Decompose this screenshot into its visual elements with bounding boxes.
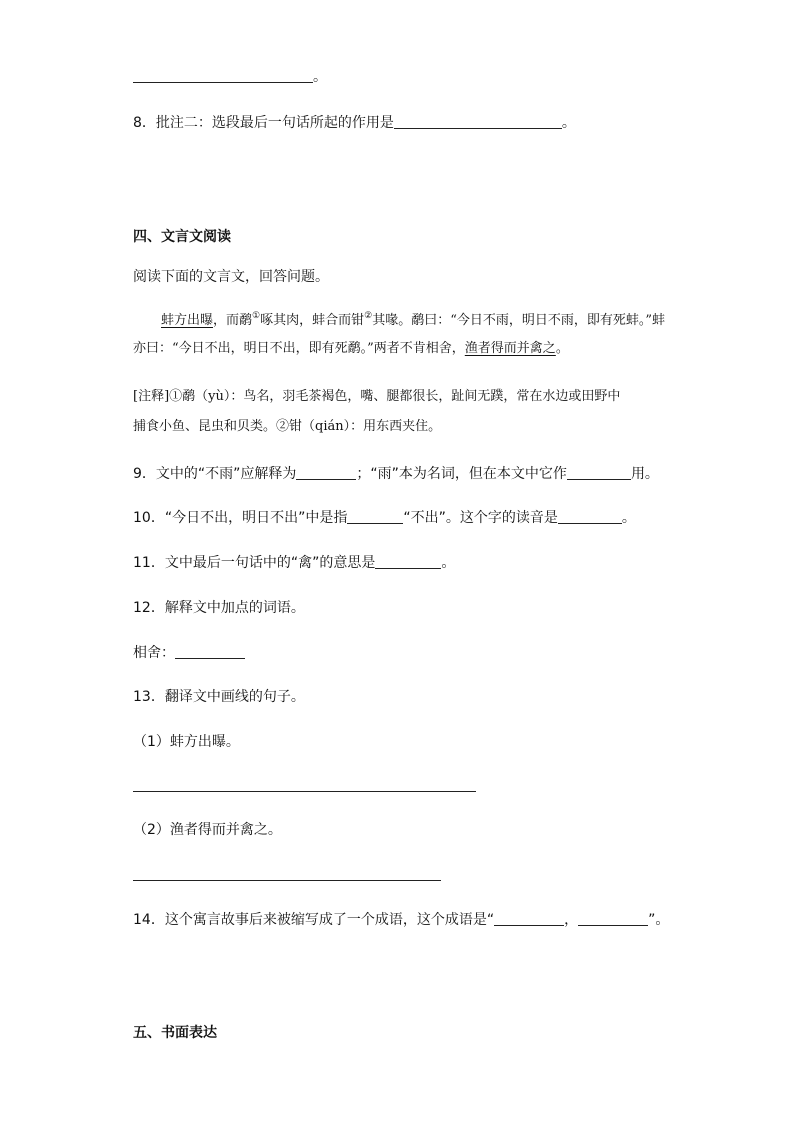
question-13-part-2: （2）渔者得而并禽之。 <box>133 822 282 838</box>
section-4-title: 四、文言文阅读 <box>133 229 231 245</box>
footnote-marker-1: ① <box>252 311 261 321</box>
question-8-text: 8．批注二：选段最后一句话所起的作用是 <box>133 115 394 131</box>
question-11-blank[interactable] <box>375 554 441 569</box>
question-12-blank[interactable] <box>175 644 245 659</box>
question-12-item: 相舍： <box>133 644 245 662</box>
question-13: 13．翻译文中画线的句子。 <box>133 689 305 705</box>
question-13-part-1-answer-line[interactable] <box>133 791 476 792</box>
question-10: 10．“今日不出，明日不出”中是指 “不出”。这个字的读音是 。 <box>133 510 636 526</box>
question-8: 8．批注二：选段最后一句话所起的作用是 。 <box>133 115 576 131</box>
footnote-marker-2: ② <box>364 311 373 321</box>
underlined-sentence-2: 渔者得而并禽之 <box>464 341 556 356</box>
question-12: 12．解释文中加点的词语。 <box>133 600 305 616</box>
answer-line-continuation: 。 <box>133 68 327 86</box>
question-8-blank[interactable] <box>394 114 562 129</box>
question-11: 11．文中最后一句话中的“禽”的意思是 。 <box>133 555 456 571</box>
section-5-title: 五、书面表达 <box>133 1025 217 1041</box>
annotation-line-1: [注释]①鹬（yù）：鸟名，羽毛茶褐色，嘴、腿都很长，趾间无蹼，常在水边或田野中 <box>133 389 621 404</box>
question-10-blank-2[interactable] <box>558 509 622 524</box>
classical-passage: 蚌方出曝，而鹬①啄其肉，蚌合而钳②其喙。鹬曰：“今日不雨，明日不雨，即有死蚌。”蚌亦曰：“今日不出，明日不出，即有死鹬。”两者不肯相舍，渔者得而并禽之。 <box>133 311 666 356</box>
question-13-part-2-answer-line[interactable] <box>133 880 441 881</box>
question-13-part-1: （1）蚌方出曝。 <box>133 734 240 750</box>
question-9-blank-2[interactable] <box>567 465 631 480</box>
reading-instruction: 阅读下面的文言文，回答问题。 <box>133 269 329 285</box>
annotation <box>133 382 668 442</box>
annotation-line-2: 捕食小鱼、昆虫和贝类。②钳（qián）：用东西夹住。 <box>133 419 442 434</box>
question-9: 9．文中的“不雨”应解释为 ；“雨”本为名词，但在本文中它作 用。 <box>133 466 659 482</box>
answer-blank[interactable] <box>133 68 313 83</box>
question-10-blank-1[interactable] <box>347 509 403 524</box>
question-9-blank-1[interactable] <box>296 465 356 480</box>
question-14-blank-1[interactable] <box>494 911 564 926</box>
underlined-sentence-1: 蚌方出曝 <box>161 313 214 328</box>
question-14: 14．这个寓言故事后来被缩写成了一个成语，这个成语是“ ， ”。 <box>133 912 670 928</box>
question-14-blank-2[interactable] <box>578 911 648 926</box>
